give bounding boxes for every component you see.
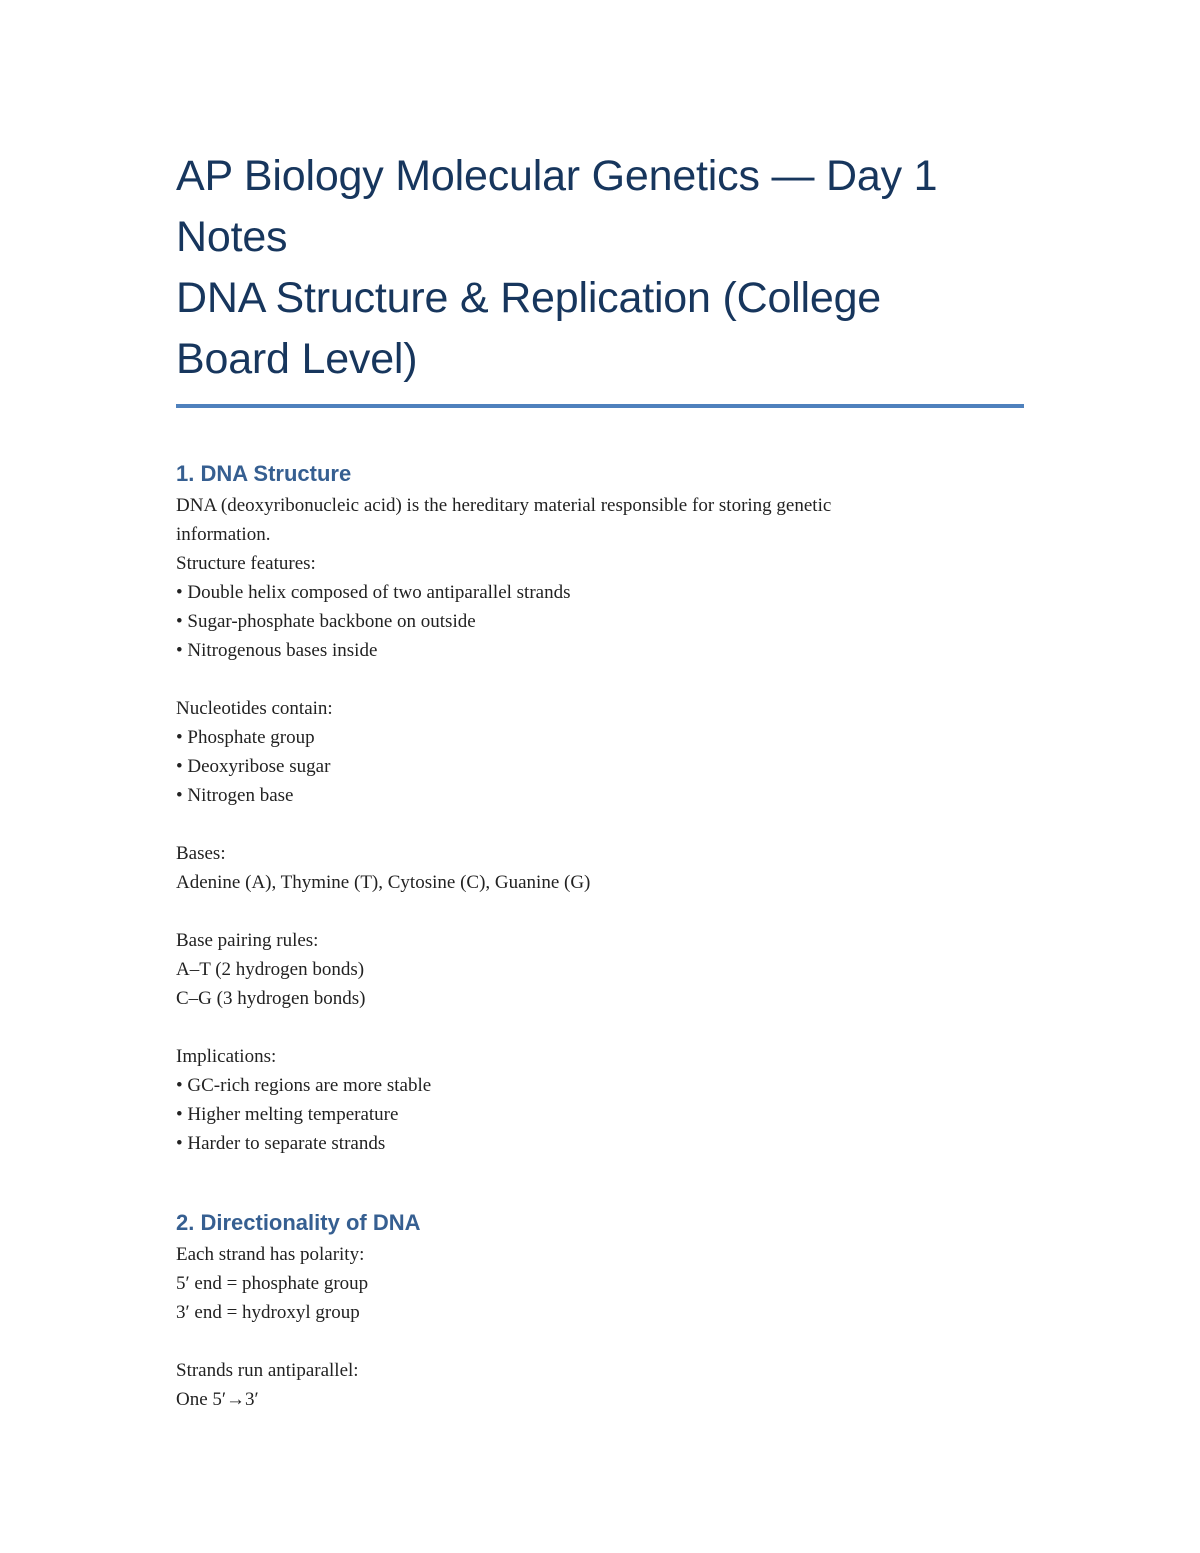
paragraph-line: Adenine (A), Thymine (T), Cytosine (C), Guanine (G) (176, 872, 591, 893)
title-divider (176, 404, 1024, 408)
title-line: AP Biology Molecular Genetics — Day 1 (176, 152, 938, 200)
paragraph-line: C–G (3 hydrogen bonds) (176, 988, 366, 1009)
list-item: • Double helix composed of two antiparallel strands (176, 578, 1024, 607)
section-body-dna-structure (176, 491, 1024, 1158)
list-label: Each strand has polarity: (176, 1244, 365, 1265)
section-heading-directionality: 2. Directionality of DNA (176, 1210, 421, 1235)
list-item: • Sugar-phosphate backbone on outside (176, 607, 1024, 636)
paragraph-line: One 5′→3′ (176, 1389, 259, 1410)
list-item: • Nitrogenous bases inside (176, 636, 1024, 665)
blank-line (176, 665, 1024, 694)
list-item: • Harder to separate strands (176, 1129, 1024, 1158)
title-line: DNA Structure & Replication (College (176, 274, 882, 322)
list-item: • Nitrogen base (176, 781, 1024, 810)
blank-line (176, 810, 1024, 839)
list-item: • Higher melting temperature (176, 1100, 1024, 1129)
document-content (176, 146, 1024, 1414)
list-label: Bases: (176, 843, 226, 864)
list-item: • Phosphate group (176, 723, 1024, 752)
title-line: Notes (176, 213, 288, 261)
list-label: Structure features: (176, 553, 316, 574)
list-item: • GC-rich regions are more stable (176, 1071, 1024, 1100)
list-label: Implications: (176, 1046, 277, 1067)
blank-line (176, 1013, 1024, 1042)
paragraph-line: information. (176, 524, 271, 545)
title-line: Board Level) (176, 335, 418, 383)
list-item: • Deoxyribose sugar (176, 752, 1024, 781)
section-body-directionality (176, 1240, 1024, 1414)
paragraph-line: DNA (deoxyribonucleic acid) is the hereditary material responsible for storing genetic (176, 495, 832, 516)
paragraph-line: 3′ end = hydroxyl group (176, 1302, 360, 1323)
list-label: Strands run antiparallel: (176, 1360, 359, 1381)
paragraph-line: A–T (2 hydrogen bonds) (176, 959, 365, 980)
section-heading-dna-structure: 1. DNA Structure (176, 461, 352, 486)
paragraph-line: 5′ end = phosphate group (176, 1273, 369, 1294)
list-label: Base pairing rules: (176, 930, 319, 951)
list-label: Nucleotides contain: (176, 698, 333, 719)
blank-line (176, 1327, 1024, 1356)
document-title (176, 146, 1024, 390)
blank-line (176, 897, 1024, 926)
